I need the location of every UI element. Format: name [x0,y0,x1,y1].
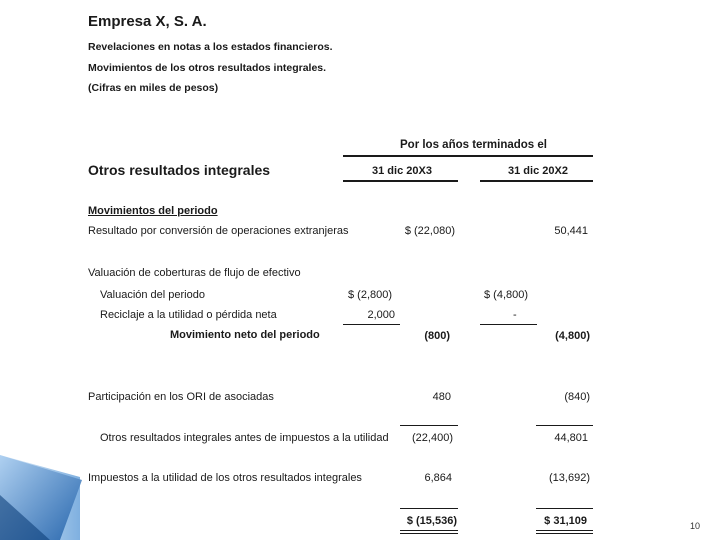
recycle-underline-20x2 [480,324,537,325]
recycle-label: Reciclaje a la utilidad o pérdida neta [100,309,277,321]
subtitle-line-2: Movimientos de los otros resultados integrales. [88,62,327,74]
associates-underline-20x3 [400,425,458,426]
subtitle-line-3: (Cifras en miles de pesos) [88,82,219,94]
valuation-sub-20x3: $ (2,800) [348,289,393,301]
associates-20x2: (840) [564,391,590,403]
hedge-title: Valuación de coberturas de flujo de efectivo [88,267,301,279]
associates-20x3: 480 [432,391,451,403]
recycle-sub-20x2: - [513,309,517,321]
total-20x2: $ 31,109 [544,515,587,527]
pretax-20x2: 44,801 [554,432,588,444]
net-movement-20x2: (4,800) [555,330,590,342]
total-double-underline-1-20x2 [536,530,593,531]
section-title: Otros resultados integrales [88,162,271,178]
column-header-20x3: 31 dic 20X3 [372,165,432,177]
company-title: Empresa X, S. A. [88,13,207,30]
associates-underline-20x2 [536,425,593,426]
total-20x3: $ (15,536) [406,515,457,527]
subtitle-line-1: Revelaciones en notas a los estados financieros. [88,41,333,53]
corner-decoration [0,455,88,540]
pretax-label: Otros resultados integrales antes de impuestos a la utilidad [100,432,389,444]
recycle-sub-20x3: 2,000 [367,309,395,321]
recycle-underline-20x3 [343,324,400,325]
taxes-underline-20x2 [536,508,593,509]
column-header-20x2: 31 dic 20X2 [508,165,568,177]
taxes-20x3: 6,864 [424,472,452,484]
associates-label: Participación en los ORI de asociadas [88,391,274,403]
total-double-underline-1-20x3 [400,530,458,531]
conversion-value-20x2: 50,441 [554,225,588,237]
taxes-20x2: (13,692) [549,472,590,484]
movements-title: Movimientos del periodo [88,205,218,217]
valuation-label: Valuación del periodo [100,289,205,301]
col2-header-underline [480,180,593,182]
page-number: 10 [690,521,701,531]
net-movement-20x3: (800) [424,330,450,342]
pretax-20x3: (22,400) [412,432,453,444]
net-movement-label: Movimiento neto del periodo [170,329,320,341]
conversion-value-20x3: $ (22,080) [404,225,455,237]
conversion-label: Resultado por conversión de operaciones extranjeras [88,225,349,237]
valuation-sub-20x2: $ (4,800) [484,289,529,301]
total-double-underline-2-20x2 [536,533,593,534]
taxes-underline-20x3 [400,508,458,509]
total-double-underline-2-20x3 [400,533,458,534]
header-rule [343,155,593,157]
taxes-label: Impuestos a la utilidad de los otros resultados integrales [88,472,362,484]
col1-header-underline [343,180,458,182]
period-header: Por los años terminados el [400,139,547,151]
